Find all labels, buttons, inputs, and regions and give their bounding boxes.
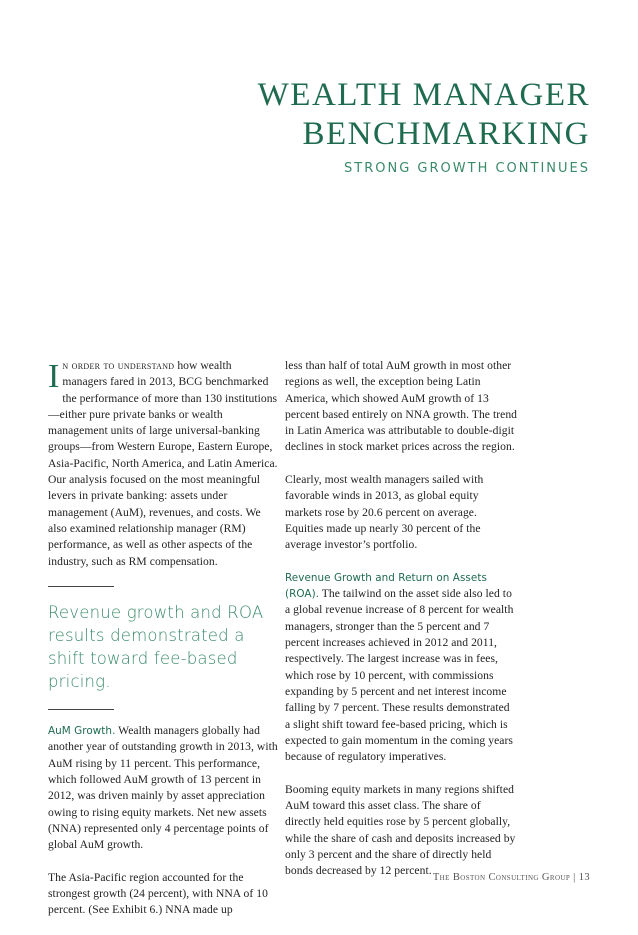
latam-paragraph: less than half of total AuM growth in most other regions as well, the exception being Latin America, which showed AuM growth of 13 percent based entirely on NNA growth. The trend in Latin America was attributable to double-digit declines in stock market prices across the region. bbox=[285, 359, 518, 454]
page-title-line-2: BENCHMARKING bbox=[302, 116, 590, 152]
divider-top bbox=[48, 586, 114, 587]
intro-paragraph bbox=[48, 358, 278, 570]
page-number: 13 bbox=[578, 872, 590, 883]
intro-text: how wealth managers fared in 2013, BCG benchmarked the performance of more than 130 institutions—either pure private banks or wealth management units of large universal-banking groups—from Western Europe, Eastern Europe, Asia-Pacific, North America, and Latin America. Our analysis focused on the most meaningful levers in private banking: assets under management (AuM), revenues, and costs. We also examined relationship manager (RM) performance, as well as other aspects of the industry, such as RM compensation. bbox=[48, 359, 278, 568]
divider-bottom bbox=[48, 709, 114, 710]
aum-text: Wealth managers globally had another year of outstanding growth in 2013, with AuM rising by 11 percent. This performance, which followed AuM growth of 13 percent in 2012, was driven mainly by asset appreciation owing to rising equity markets. Net new assets (NNA) represented only 4 percentage points of global AuM growth. bbox=[48, 724, 278, 852]
equity-paragraph: Clearly, most wealth managers sailed with favorable winds in 2013, as global equity markets rose by 20.6 percent on average. Equities made up nearly 30 percent of the average investor’s portfolio. bbox=[285, 473, 484, 552]
left-column bbox=[48, 358, 278, 935]
page-title-line-1: WEALTH MANAGER bbox=[257, 77, 590, 113]
revenue-paragraph bbox=[285, 570, 517, 766]
title-block bbox=[258, 76, 590, 176]
booming-paragraph: Booming equity markets in many regions shifted AuM toward this asset class. The share of directly held equities rose by 5 percent globally, while the share of cash and deposits increased by only 3 percent and the share of directly held bonds decreased by 12 percent. bbox=[285, 782, 516, 878]
pull-quote: Revenue growth and ROA results demonstrated a shift toward fee-based pricing. bbox=[48, 603, 264, 692]
right-column bbox=[285, 358, 517, 896]
intro-lead: n order to understand bbox=[62, 359, 175, 372]
revenue-text: The tailwind on the asset side also led to a global revenue increase of 8 percent for wealth managers, stronger than the 5 percent and 7 percent increases achieved in 2012 and 2011, respectively. The largest increase was in fees, which rose by 10 percent, with commissions expanding by 5 percent and net interest income falling by 7 percent. These results demonstrated a slight shift toward fee-based pricing, which is expected to gain momentum in the coming years because of regulatory imperatives. bbox=[285, 587, 514, 764]
page-footer bbox=[433, 872, 590, 883]
aum-paragraph bbox=[48, 723, 278, 853]
footer-separator: | bbox=[573, 872, 576, 883]
drop-cap: I bbox=[48, 358, 60, 395]
asia-paragraph: The Asia-Pacific region accounted for the strongest growth (24 percent), with NNA of 10 percent. (See Exhibit 6.) NNA made up bbox=[48, 870, 268, 917]
aum-heading: AuM Growth. bbox=[48, 725, 116, 738]
revenue-heading: Revenue Growth and Return on Assets (ROA). bbox=[285, 571, 487, 601]
page-subtitle: STRONG GROWTH CONTINUES bbox=[344, 161, 590, 176]
footer-publisher: The Boston Consulting Group bbox=[432, 872, 571, 883]
